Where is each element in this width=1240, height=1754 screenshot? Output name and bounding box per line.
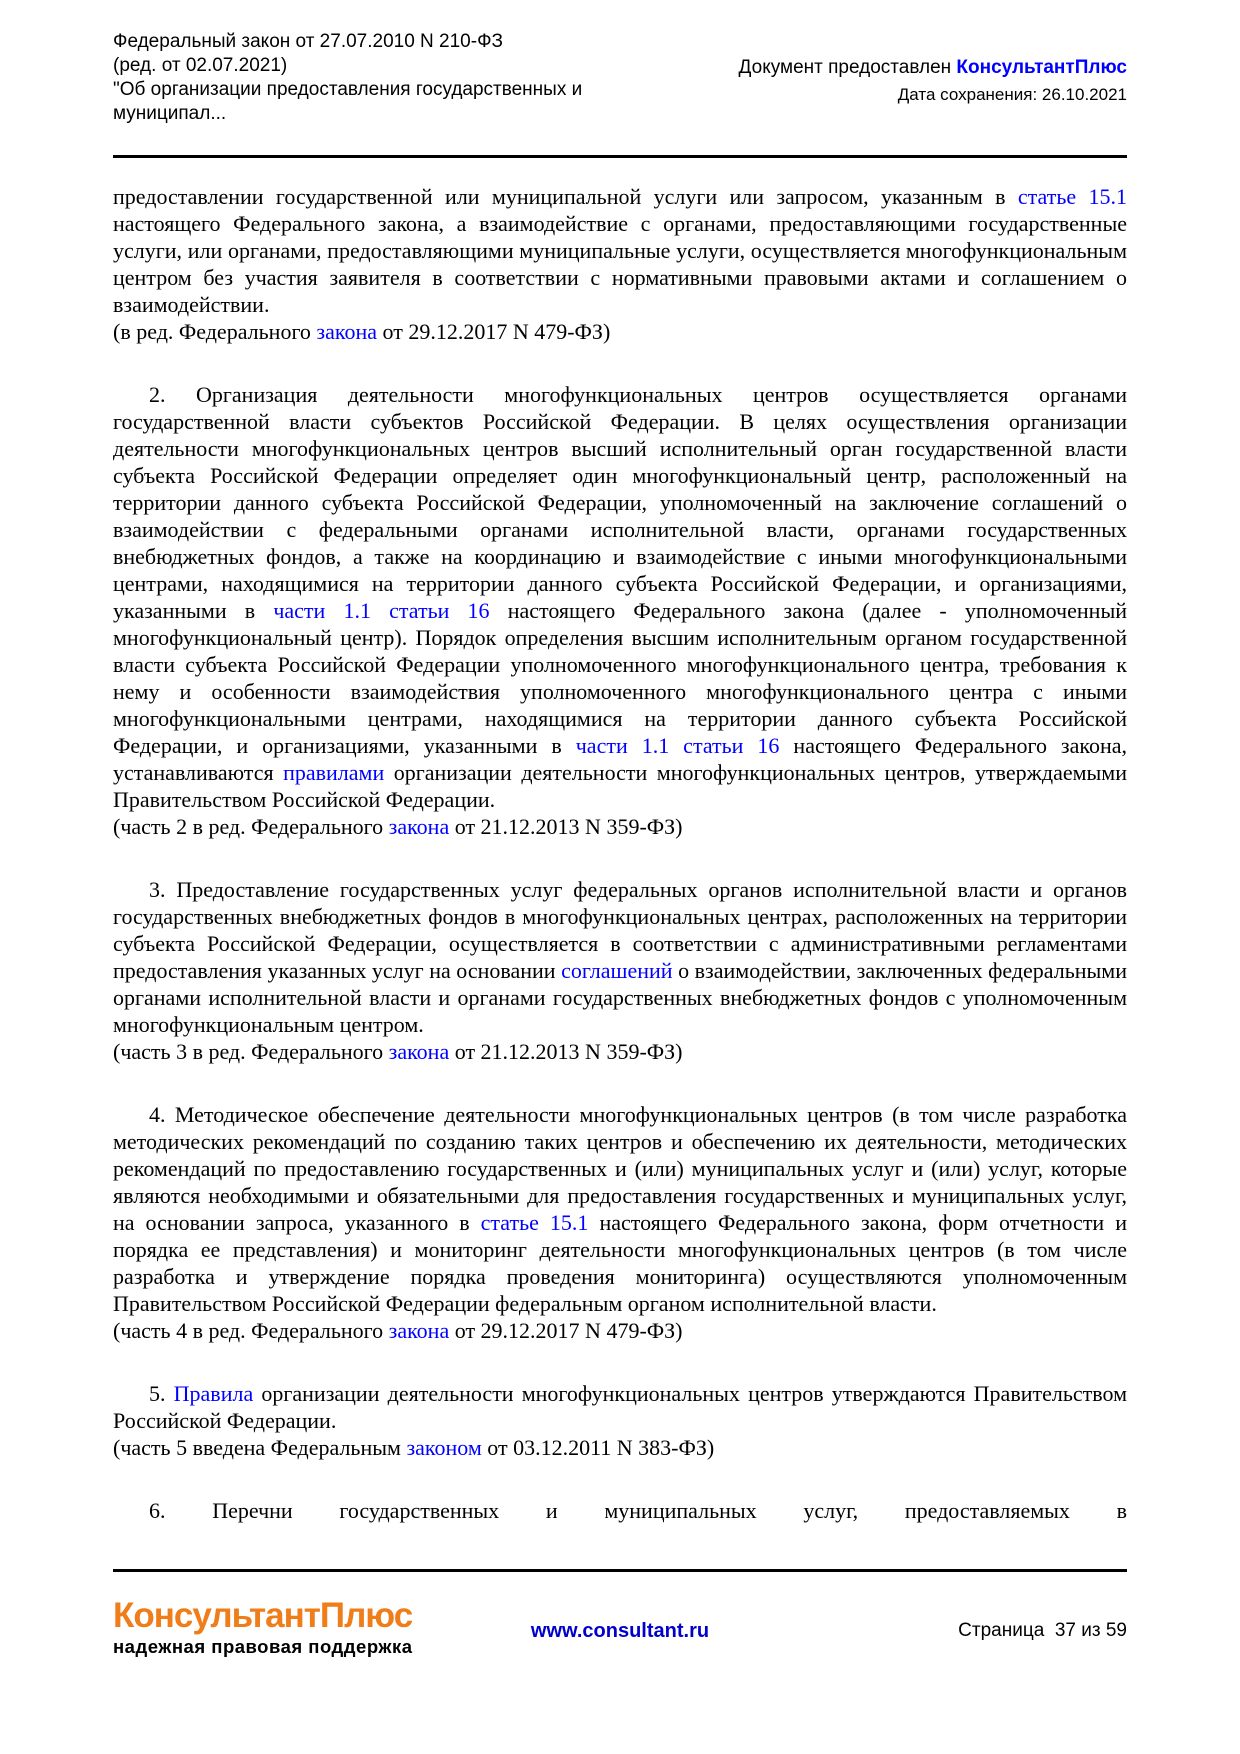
text-run: от 29.12.2017 N 479-ФЗ) bbox=[377, 319, 611, 344]
document-title bbox=[113, 30, 582, 126]
text-run: (часть 5 введена Федеральным bbox=[113, 1435, 407, 1460]
inline-link[interactable]: закона bbox=[388, 814, 450, 839]
text-run: (часть 2 в ред. Федерального bbox=[113, 814, 389, 839]
text-run: организации деятельности многофункциональных центров, утверждаемыми Правительством Российской Федерации. bbox=[113, 760, 1127, 812]
edition-note bbox=[113, 1434, 1127, 1461]
text-run: организации деятельности многофункциональных центров утверждаются Правительством Российской Федерации. bbox=[113, 1381, 1127, 1433]
save-date-label: Дата сохранения: 26.10.2021 bbox=[897, 85, 1127, 104]
logo-tagline: надежная правовая поддержка bbox=[113, 1636, 413, 1657]
consultantplus-header-link[interactable]: КонсультантПлюс bbox=[956, 57, 1127, 78]
header-divider bbox=[113, 155, 1127, 158]
edition-note bbox=[113, 318, 1127, 345]
doc-title-line: "Об организации предоставления государственных и bbox=[113, 79, 583, 100]
text-run: о взаимодействии, заключенных федеральными органами исполнительной власти и органами государственных внебюджетных фондов с уполномоченным многофункциональным центром. bbox=[113, 958, 1127, 1037]
text-run: (часть 3 в ред. Федерального bbox=[113, 1039, 389, 1064]
text-run: (в ред. Федерального bbox=[113, 319, 317, 344]
text-run: от 03.12.2011 N 383-ФЗ) bbox=[481, 1435, 715, 1460]
inline-link[interactable]: правилами bbox=[283, 760, 385, 785]
text-run: 2. Организация деятельности многофункциональных центров осуществляется органами государственной власти субъектов Российской Федерации. В целях осуществления организации деятельности многофункциональных центров высший исполнительный орган государственной власти субъекта Российской Федерации определяет один многофункциональный центр, расположенный на территории данного субъекта Российской Федерации, уполномоченный на заключение соглашений о взаимодействии с федеральными органами исполнительной власти, органами государственных внебюджетных фондов, а также на координацию и взаимодействие с иными многофункциональными центрами, находящимися на территории данного субъекта Российской Федерации, и организациями, указанными в bbox=[113, 382, 1127, 623]
inline-link[interactable]: закона bbox=[388, 1039, 450, 1064]
text-run: настоящего Федерального закона, а взаимодействие с органами, предоставляющими государственные услуги, или органами, предоставляющими муниципальные услуги, осуществляется многофункциональным центром без участия заявителя в соответствии с нормативными правовыми актами и соглашением о взаимодействии. bbox=[113, 211, 1127, 317]
doc-title-line: муниципал... bbox=[113, 103, 227, 124]
inline-link[interactable]: соглашений bbox=[561, 958, 673, 983]
paragraph bbox=[113, 876, 1127, 1038]
inline-link[interactable]: закона bbox=[316, 319, 377, 344]
text-run: от 29.12.2017 N 479-ФЗ) bbox=[449, 1318, 683, 1343]
inline-link[interactable]: части 1.1 статьи 16 bbox=[273, 598, 490, 623]
provided-by-line bbox=[739, 56, 1127, 80]
text-run: 6. Перечни государственных и муниципальных услуг, предоставляемых в bbox=[149, 1498, 1127, 1523]
page-header bbox=[113, 30, 1127, 126]
inline-link[interactable]: части 1.1 статьи 16 bbox=[575, 733, 780, 758]
text-run: 3. Предоставление государственных услуг федеральных органов исполнительной власти и органов государственных внебюджетных фондов в многофункциональных центрах, расположенных на территории субъекта Российской Федерации, осуществляется в соответствии с административными регламентами предоставления указанных услуг на основании bbox=[113, 877, 1127, 983]
site-link[interactable]: www.consultant.ru bbox=[530, 1620, 710, 1642]
text-run: 4. Методическое обеспечение деятельности многофункциональных центров (в том числе разработка методических рекомендаций по созданию таких центров и обеспечению их деятельности, методических рекомендаций по предоставлению государственных и (или) муниципальных услуг и (или) услуг, которые являются необходимыми и обязательными для предоставления государственных и муниципальных услуг, на основании запроса, указанного в bbox=[113, 1102, 1127, 1235]
edition-note bbox=[113, 1317, 1127, 1344]
provided-by-label: Документ предоставлен bbox=[738, 57, 957, 78]
text-run: (часть 4 в ред. Федерального bbox=[113, 1318, 389, 1343]
paragraph bbox=[113, 1101, 1127, 1317]
page-number: Страница 37 из 59 bbox=[958, 1620, 1127, 1641]
text-run: настоящего Федерального закона, устанавливаются bbox=[113, 733, 1127, 785]
text-run: настоящего Федерального закона (далее - уполномоченный многофункциональный центр). Порядок определения высшим исполнительным органом государственной власти субъекта Российской Федерации уполномоченного многофункционального центра, требования к нему и особенности взаимодействия уполномоченного многофункционального центра с иными многофункциональными центрами, находящимися на территории данного субъекта Российской Федерации, и организациями, указанными в bbox=[113, 598, 1127, 758]
inline-link[interactable]: законом bbox=[406, 1435, 482, 1460]
paragraph bbox=[113, 1380, 1127, 1434]
text-run: от 21.12.2013 N 359-ФЗ) bbox=[449, 814, 683, 839]
edition-note bbox=[113, 813, 1127, 840]
page-footer bbox=[113, 1572, 1127, 1754]
edition-note bbox=[113, 1038, 1127, 1065]
inline-link[interactable]: закона bbox=[388, 1318, 450, 1343]
text-run: настоящего Федерального закона, форм отчетности и порядка ее представления) и мониторинг деятельности многофункциональных центров (в том числе разработка и утверждение порядка проведения мониторинга) осуществляются уполномоченным Правительством Российской Федерации федеральным органом исполнительной власти. bbox=[113, 1210, 1127, 1316]
paragraph bbox=[113, 1497, 1127, 1524]
document-body bbox=[113, 183, 1127, 1524]
consultantplus-logo-text: КонсультантПлюс bbox=[113, 1596, 413, 1635]
paragraph bbox=[113, 183, 1127, 318]
header-meta bbox=[739, 30, 1127, 126]
inline-link[interactable]: Правила bbox=[173, 1381, 254, 1406]
inline-link[interactable]: статье 15.1 bbox=[1017, 184, 1127, 209]
text-run: от 21.12.2013 N 359-ФЗ) bbox=[449, 1039, 683, 1064]
paragraph bbox=[113, 381, 1127, 813]
doc-title-line: Федеральный закон от 27.07.2010 N 210-ФЗ bbox=[113, 31, 504, 52]
text-run: предоставлении государственной или муниципальной услуги или запросом, указанным в bbox=[113, 184, 1018, 209]
doc-title-line: (ред. от 02.07.2021) bbox=[113, 55, 288, 76]
inline-link[interactable]: статье 15.1 bbox=[480, 1210, 589, 1235]
text-run: 5. bbox=[149, 1381, 174, 1406]
